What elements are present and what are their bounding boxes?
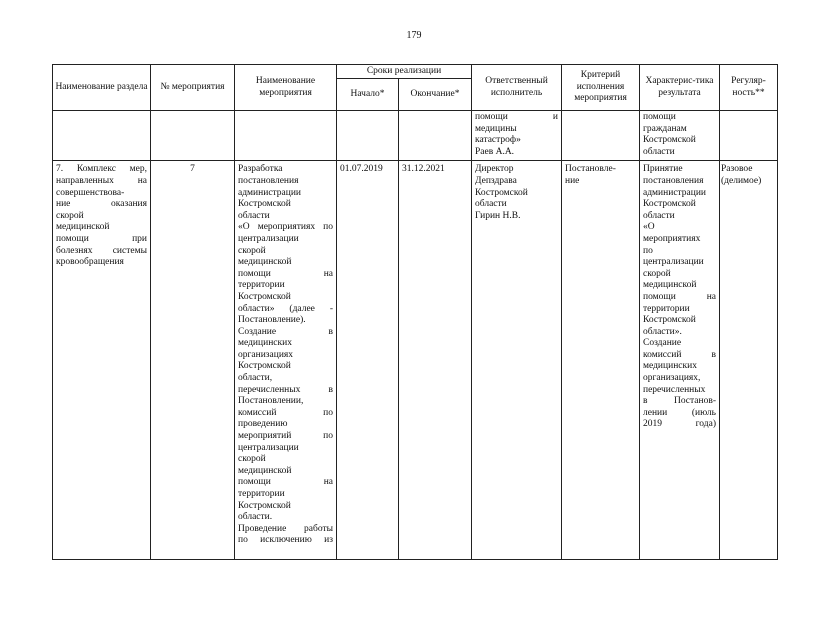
text-line: Костромской bbox=[643, 315, 696, 326]
text-line: области, bbox=[238, 373, 273, 384]
cont-start-cell bbox=[337, 111, 399, 161]
text-line: области bbox=[475, 199, 507, 210]
text-line: в Постанов- bbox=[643, 396, 716, 407]
result-cell bbox=[640, 161, 720, 560]
text-line: централизации bbox=[238, 442, 299, 453]
text-line: Постановле- bbox=[565, 164, 616, 175]
text-line: болезнях системы bbox=[56, 245, 147, 256]
text-line: Разовое bbox=[721, 164, 753, 175]
text-line: по исключению из bbox=[238, 535, 333, 546]
table-row-continuation bbox=[53, 111, 778, 161]
text-line: Костромской bbox=[643, 199, 696, 210]
text-line: организациях, bbox=[643, 373, 701, 384]
text-line: медицинской bbox=[238, 465, 292, 476]
text-line: мероприятиях bbox=[643, 233, 701, 244]
text-line: Костромской bbox=[475, 187, 528, 198]
header-terms-group: Сроки реализации bbox=[337, 65, 472, 79]
text-line: постановления bbox=[238, 175, 299, 186]
text-line: Раев А.А. bbox=[475, 146, 515, 157]
text-line: постановления bbox=[643, 175, 704, 186]
header-end: Окончание* bbox=[399, 79, 472, 111]
cont-end-cell bbox=[399, 111, 472, 161]
text-line: Постановлении, bbox=[238, 396, 304, 407]
text-line: Костромской bbox=[238, 199, 291, 210]
text-line: Постановление). bbox=[238, 315, 306, 326]
text-line: территории bbox=[238, 280, 285, 291]
start-cell bbox=[337, 161, 399, 560]
header-event-number: № мероприятия bbox=[151, 65, 235, 111]
text-line: комиссий в bbox=[643, 349, 716, 360]
start-date: 01.07.2019 bbox=[340, 164, 383, 175]
text-line: Проведение работы bbox=[238, 523, 333, 534]
regularity-cell bbox=[720, 161, 778, 560]
text-line: территории bbox=[643, 303, 690, 314]
text-line: централизации bbox=[643, 257, 704, 268]
text-line: медицины bbox=[475, 123, 517, 134]
cont-section-cell bbox=[53, 111, 151, 161]
text-line: перечисленных в bbox=[238, 384, 333, 395]
text-line: Гирин Н.В. bbox=[475, 210, 521, 221]
text-line: помощи при bbox=[56, 233, 147, 244]
text-line: 7. Комплекс мер, bbox=[56, 164, 147, 175]
text-line: территории bbox=[238, 489, 285, 499]
text-line: проведению bbox=[238, 419, 288, 430]
text-line: области» (далее - bbox=[238, 303, 333, 314]
text-line: скорой bbox=[643, 268, 671, 279]
header-result: Характерис-тика результата bbox=[640, 65, 720, 111]
text-line: Разработка bbox=[238, 164, 283, 175]
text-line: области bbox=[643, 210, 675, 221]
text-line: администрации bbox=[643, 187, 707, 198]
text-line: Костромской bbox=[643, 135, 696, 146]
text-line: помощи на bbox=[238, 477, 333, 488]
text-line: Создание bbox=[643, 338, 682, 349]
cont-event-cell bbox=[235, 111, 337, 161]
header-start: Начало* bbox=[337, 79, 399, 111]
text-line: Принятие bbox=[643, 164, 683, 175]
text-line: гражданам bbox=[643, 123, 687, 134]
text-line: помощи на bbox=[238, 268, 333, 279]
text-line: направленных на bbox=[56, 175, 147, 186]
text-line: области». bbox=[643, 326, 682, 337]
header-section-name: Наименование раздела bbox=[53, 65, 151, 111]
text-line: «О мероприятиях по bbox=[238, 222, 333, 233]
event-cell bbox=[235, 161, 337, 560]
text-line: по bbox=[643, 245, 653, 256]
text-line: Костромской bbox=[238, 291, 291, 302]
criterion-cell bbox=[562, 161, 640, 560]
end-date: 31.12.2021 bbox=[402, 164, 445, 175]
end-cell bbox=[399, 161, 472, 560]
text-line: помощи bbox=[643, 112, 676, 122]
text-line: медицинской bbox=[643, 280, 697, 291]
text-line: 2019 года) bbox=[643, 419, 716, 430]
text-line: совершенствова- bbox=[56, 187, 125, 198]
header-regularity: Регуляр-ность** bbox=[720, 65, 778, 111]
responsible-cell bbox=[472, 161, 562, 560]
text-line: скорой bbox=[238, 245, 266, 256]
text-line: Костромской bbox=[238, 500, 291, 511]
text-line: области bbox=[238, 210, 270, 221]
header-responsible: Ответственный исполнитель bbox=[472, 65, 562, 111]
text-line: помощи на bbox=[643, 291, 716, 302]
header-criterion: Критерий исполнения мероприятия bbox=[562, 65, 640, 111]
text-line: медицинских bbox=[238, 338, 292, 349]
event-number: 7 bbox=[190, 164, 195, 175]
text-line: области. bbox=[238, 512, 273, 523]
text-line: Директор bbox=[475, 164, 514, 175]
number-cell bbox=[151, 161, 235, 560]
text-line: централизации bbox=[238, 233, 299, 244]
text-line: «О bbox=[643, 222, 655, 233]
text-line: медицинских bbox=[643, 361, 697, 372]
cont-number-cell bbox=[151, 111, 235, 161]
text-line: мероприятий по bbox=[238, 431, 333, 442]
text-line: Депздрава bbox=[475, 175, 517, 186]
text-line: лении (июль bbox=[643, 407, 716, 418]
text-line: ние bbox=[565, 175, 580, 186]
text-line: катастроф» bbox=[475, 135, 521, 146]
header-event-name: Наименование мероприятия bbox=[235, 65, 337, 111]
text-line: помощи и bbox=[475, 112, 558, 122]
cont-regularity-cell bbox=[720, 111, 778, 161]
cont-responsible-cell bbox=[472, 111, 562, 161]
text-line: администрации bbox=[238, 187, 302, 198]
cont-criterion-cell bbox=[562, 111, 640, 161]
text-line: скорой bbox=[56, 210, 84, 221]
cont-result-cell bbox=[640, 111, 720, 161]
text-line: перечисленных bbox=[643, 384, 706, 395]
text-line: медицинской bbox=[238, 257, 292, 268]
section-cell bbox=[53, 161, 151, 560]
text-line: комиссий по bbox=[238, 407, 333, 418]
text-line: кровообращения bbox=[56, 257, 124, 268]
events-table bbox=[52, 64, 778, 560]
text-line: области bbox=[643, 146, 675, 157]
text-line: Создание в bbox=[238, 326, 333, 337]
table-row bbox=[53, 161, 778, 560]
page-number: 179 bbox=[406, 30, 422, 41]
text-line: Костромской bbox=[238, 361, 291, 372]
text-line: скорой bbox=[238, 454, 266, 465]
text-line: организациях bbox=[238, 349, 294, 360]
text-line: (делимое) bbox=[721, 175, 762, 186]
text-line: ние оказания bbox=[56, 199, 147, 210]
text-line: медицинской bbox=[56, 222, 110, 233]
